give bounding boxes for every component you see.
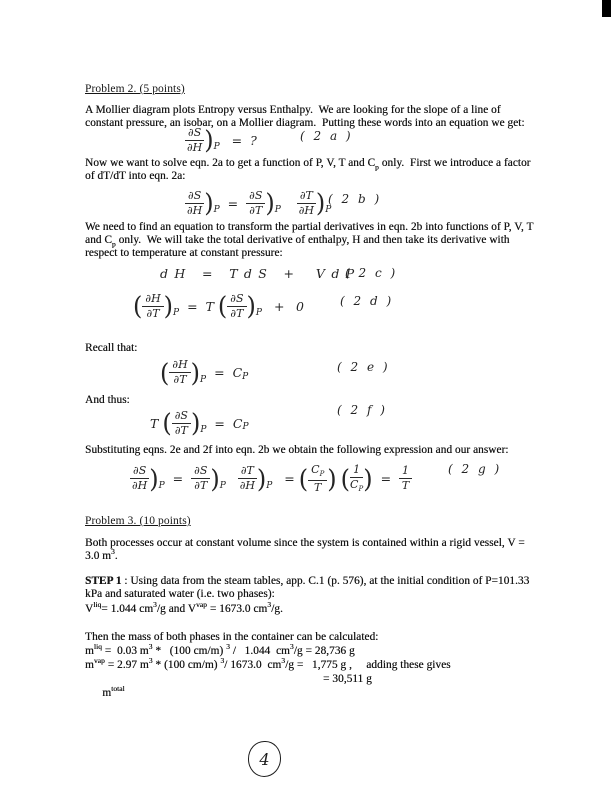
scan-artifact (602, 0, 611, 17)
recall-label: Recall that: (85, 341, 138, 354)
specific-volume-line: $V^{liq}= 1.044$ $cm^3/g$ and $V^{vap} = 1673.0$ $cm^3/g$. (85, 599, 283, 615)
problem2-heading: Problem 2. (5 points) (85, 83, 185, 95)
equation-2f-label: ( 2 f ) (337, 402, 388, 417)
problem2-paragraph-1: A Mollier diagram plots Entropy versus Enthalpy. We are looking for the slope of a line of constant pressure, an isobar, on a Mollier diagram. Putting these words into an equation we get: (85, 104, 525, 130)
andthus-label: And thus: (85, 394, 130, 407)
fraction: $\frac{\partial T}{\partial H}$ (239, 464, 255, 493)
equation-2b-label: ( 2 b ) (328, 191, 382, 206)
fraction: $\frac{C_P}{T}$ (308, 464, 327, 494)
page-number-circle (248, 741, 281, 777)
equation-2c: d H = T d S + V d P ( 2 c ) (160, 265, 398, 282)
fraction: $\frac{\partial S}{\partial H}$ (131, 464, 148, 493)
problem3-paragraph-1: Both processes occur at constant volume since the system is contained within a rigid vessel, V = 3.0 $m^3$. (85, 537, 528, 563)
equation-2g: $\frac{\partial S}{\partial H}$ ) P = $\frac{\partial S}{\partial T}$ ) P $\frac{\partial T}{\partial H}$ ) P = ( $\frac{C_P}{T}$ ) ( $\frac{1}{C_P}$ ) = $\frac{1}{T}$ ( 2 g ) (131, 462, 502, 494)
problem2-paragraph-3: We need to find an equation to transform the partial derivatives in eqn. 2b into functions of P, V, T and $C_p$ only. We will take the total derivative of enthalpy, H and then take its derivative with respect to temperature at constant pressure: (85, 220, 537, 260)
equation-2d-label: ( 2 d ) (340, 293, 394, 308)
page-content (85, 82, 537, 728)
page-number: 4 (259, 749, 270, 769)
equation-2a: $\frac{\partial S}{\partial H}$ ) P = ? ( 2 a ) (186, 125, 354, 155)
problem3-step1: STEP 1 : Using data from the steam tables, app. C.1 (p. 576), at the initial condition of P=101.33 kPa and saturated water (i.e. two phases): (85, 574, 533, 601)
equation-2e-label: ( 2 e ) (337, 360, 391, 375)
fraction: $\frac{\partial H}{\partial T}$ (169, 359, 190, 386)
fraction: $\frac{1}{T}$ (399, 465, 412, 492)
fraction: $\frac{\partial S}{\partial H}$ (186, 188, 203, 217)
mass-intro-line: Then the mass of both phases in the container can be calculated: (85, 630, 379, 643)
fraction: $\frac{\partial T}{\partial H}$ (298, 188, 314, 217)
mass-liquid-line: $m^{liq} = 0.03$ $m^3 * (100$ cm/m) $^3$ / 1.044 $cm^3/g = 28,736$ g (85, 641, 355, 657)
mass-total-line: $m^{total}$ = 30,511 g (102, 672, 372, 699)
mass-vapor-line: $m^{vap} = 2.97$ $m^3 * (100$ cm/m) $^3$/ 1673.0 $cm^3/g = 1,775$ g , adding these gives (85, 655, 451, 671)
equation-2e: ( $\frac{\partial H}{\partial T}$ ) P = C P ( 2 e ) (160, 358, 391, 388)
fraction: $\frac{\partial S}{\partial H}$ (186, 125, 203, 154)
equation-2c-label: ( 2 c ) (345, 265, 398, 280)
fraction: $\frac{\partial S}{\partial T}$ (172, 410, 191, 437)
equation-2d: ( $\frac{\partial H}{\partial T}$ ) P = T ( $\frac{\partial S}{\partial T}$ ) P + 0 ( 2 d ) (133, 291, 394, 321)
equation-2g-label: ( 2 g ) (448, 462, 502, 477)
fraction: $\frac{\partial S}{\partial T}$ (246, 190, 265, 217)
problem2-paragraph-4: Substituting eqns. 2e and 2f into eqn. 2b we obtain the following expression and our answer: (85, 443, 509, 456)
fraction: $\frac{\partial H}{\partial T}$ (142, 293, 163, 320)
problem2-paragraph-2: Now we want to solve eqn. 2a to get a function of P, V, T and $C_p$ only. First we introduce a factor of dT/dT into eqn. 2a: (85, 156, 534, 183)
fraction: $\frac{1}{C_P}$ (350, 462, 364, 493)
problem3-heading: Problem 3. (10 points) (85, 515, 191, 528)
equation-2b: $\frac{\partial S}{\partial H}$ ) P = $\frac{\partial S}{\partial T}$ ) P $\frac{\partial T}{\partial H}$ ) P ( 2 b ) (186, 188, 382, 218)
equation-2a-label: ( 2 a ) (300, 128, 354, 143)
fraction: $\frac{\partial S}{\partial T}$ (191, 465, 210, 492)
fraction: $\frac{\partial S}{\partial T}$ (227, 293, 246, 320)
equation-2f: T ( $\frac{\partial S}{\partial T}$ ) P = C P ( 2 f ) (150, 402, 388, 438)
